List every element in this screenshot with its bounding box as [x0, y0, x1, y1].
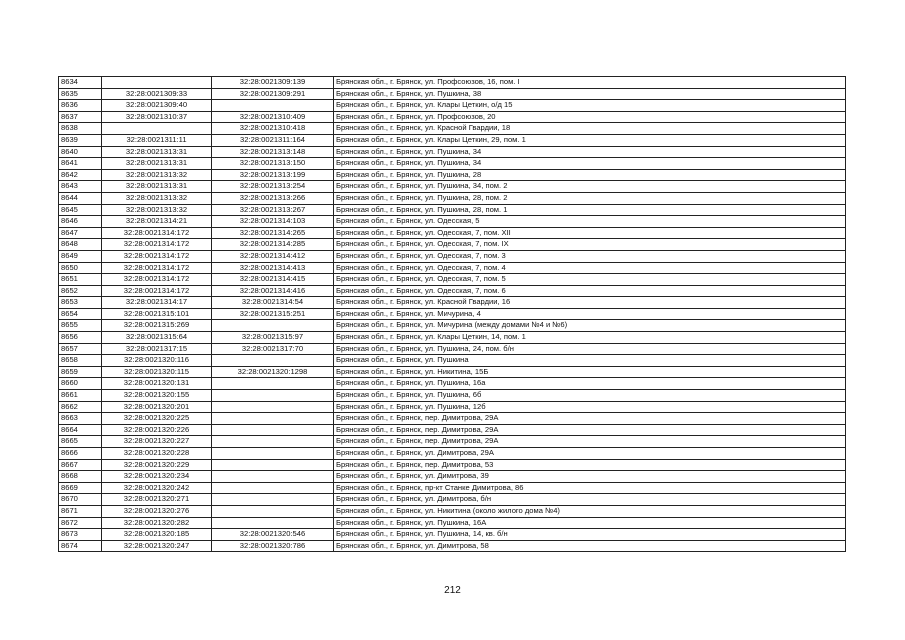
- row-number-cell: 8644: [59, 192, 102, 204]
- row-number-cell: 8643: [59, 181, 102, 193]
- address-cell: Брянская обл., г. Брянск, ул. Клары Цеткин, о/д 15: [334, 100, 846, 112]
- address-cell: Брянская обл., г. Брянск, пр-кт Станке Димитрова, 86: [334, 482, 846, 494]
- address-cell: Брянская обл., г. Брянск, ул. Красной Гвардии, 16: [334, 297, 846, 309]
- cadastral-number-cell: 32:28:0021315:101: [102, 308, 212, 320]
- cadastral-number-cell: 32:28:0021320:247: [102, 540, 212, 552]
- cadastral-number-cell: 32:28:0021314:172: [102, 239, 212, 251]
- table-row: [59, 285, 846, 297]
- cadastral-number-cell: 32:28:0021314:172: [102, 285, 212, 297]
- row-number-cell: 8658: [59, 355, 102, 367]
- address-cell: Брянская обл., г. Брянск, ул. Димитрова, 39: [334, 471, 846, 483]
- object-cadastral-number-cell: 32:28:0021314:416: [212, 285, 334, 297]
- object-cadastral-number-cell: 32:28:0021314:285: [212, 239, 334, 251]
- table-row: [59, 123, 846, 135]
- address-cell: Брянская обл., г. Брянск, ул. Профсоюзов, 16, пом. I: [334, 77, 846, 89]
- object-cadastral-number-cell: [212, 448, 334, 460]
- cadastral-number-cell: 32:28:0021320:115: [102, 366, 212, 378]
- object-cadastral-number-cell: [212, 505, 334, 517]
- cadastral-number-cell: 32:28:0021320:282: [102, 517, 212, 529]
- table-row: [59, 192, 846, 204]
- object-cadastral-number-cell: [212, 482, 334, 494]
- row-number-cell: 8657: [59, 343, 102, 355]
- address-cell: Брянская обл., г. Брянск, ул. Никитина, 15Б: [334, 366, 846, 378]
- address-cell: Брянская обл., г. Брянск, ул. Одесская, 7, пом. 5: [334, 274, 846, 286]
- row-number-cell: 8653: [59, 297, 102, 309]
- row-number-cell: 8651: [59, 274, 102, 286]
- row-number-cell: 8665: [59, 436, 102, 448]
- address-cell: Брянская обл., г. Брянск, ул. Пушкина, 16А: [334, 517, 846, 529]
- row-number-cell: 8635: [59, 88, 102, 100]
- row-number-cell: 8663: [59, 413, 102, 425]
- row-number-cell: 8648: [59, 239, 102, 251]
- cadastral-number-cell: 32:28:0021320:228: [102, 448, 212, 460]
- object-cadastral-number-cell: 32:28:0021310:418: [212, 123, 334, 135]
- address-cell: Брянская обл., г. Брянск, ул. Пушкина, 24, пом. б/н: [334, 343, 846, 355]
- object-cadastral-number-cell: 32:28:0021313:150: [212, 158, 334, 170]
- table-row: [59, 250, 846, 262]
- address-cell: Брянская обл., г. Брянск, ул. Одесская, 7, пом. IX: [334, 239, 846, 251]
- row-number-cell: 8660: [59, 378, 102, 390]
- cadastral-number-cell: 32:28:0021315:269: [102, 320, 212, 332]
- cadastral-number-cell: 32:28:0021313:32: [102, 192, 212, 204]
- table-row: [59, 274, 846, 286]
- object-cadastral-number-cell: 32:28:0021310:409: [212, 111, 334, 123]
- row-number-cell: 8641: [59, 158, 102, 170]
- table-row: [59, 227, 846, 239]
- table-row: [59, 146, 846, 158]
- address-cell: Брянская обл., г. Брянск, ул. Мичурина, 4: [334, 308, 846, 320]
- table-row: [59, 540, 846, 552]
- row-number-cell: 8649: [59, 250, 102, 262]
- address-cell: Брянская обл., г. Брянск, ул. Красной Гвардии, 18: [334, 123, 846, 135]
- cadastral-number-cell: 32:28:0021320:116: [102, 355, 212, 367]
- object-cadastral-number-cell: [212, 436, 334, 448]
- object-cadastral-number-cell: 32:28:0021314:54: [212, 297, 334, 309]
- cadastral-number-cell: 32:28:0021320:227: [102, 436, 212, 448]
- row-number-cell: 8664: [59, 424, 102, 436]
- object-cadastral-number-cell: 32:28:0021314:413: [212, 262, 334, 274]
- object-cadastral-number-cell: 32:28:0021320:786: [212, 540, 334, 552]
- object-cadastral-number-cell: 32:28:0021314:265: [212, 227, 334, 239]
- cadastral-number-cell: 32:28:0021320:242: [102, 482, 212, 494]
- table-row: [59, 471, 846, 483]
- cadastral-number-cell: 32:28:0021314:172: [102, 274, 212, 286]
- table-row: [59, 482, 846, 494]
- object-cadastral-number-cell: 32:28:0021309:291: [212, 88, 334, 100]
- address-cell: Брянская обл., г. Брянск, ул. Профсоюзов, 20: [334, 111, 846, 123]
- object-cadastral-number-cell: [212, 401, 334, 413]
- page-number: 212: [444, 585, 461, 596]
- address-cell: Брянская обл., г. Брянск, пер. Димитрова, 29А: [334, 413, 846, 425]
- table-row: [59, 401, 846, 413]
- cadastral-number-cell: 32:28:0021320:271: [102, 494, 212, 506]
- object-cadastral-number-cell: 32:28:0021320:1298: [212, 366, 334, 378]
- object-cadastral-number-cell: [212, 413, 334, 425]
- cadastral-number-cell: 32:28:0021314:172: [102, 262, 212, 274]
- row-number-cell: 8634: [59, 77, 102, 89]
- cadastral-number-cell: 32:28:0021320:225: [102, 413, 212, 425]
- row-number-cell: 8659: [59, 366, 102, 378]
- table-row: [59, 239, 846, 251]
- table-row: [59, 320, 846, 332]
- table-row: [59, 169, 846, 181]
- address-cell: Брянская обл., г. Брянск, ул. Пушкина, 34, пом. 2: [334, 181, 846, 193]
- table-row: [59, 88, 846, 100]
- address-cell: Брянская обл., г. Брянск, ул. Пушкина, 28, пом. 1: [334, 204, 846, 216]
- cadastral-number-cell: 32:28:0021314:21: [102, 216, 212, 228]
- cadastral-number-cell: 32:28:0021320:131: [102, 378, 212, 390]
- row-number-cell: 8666: [59, 448, 102, 460]
- object-cadastral-number-cell: 32:28:0021314:415: [212, 274, 334, 286]
- table-row: [59, 529, 846, 541]
- row-number-cell: 8639: [59, 134, 102, 146]
- address-cell: Брянская обл., г. Брянск, ул. Одесская, 5: [334, 216, 846, 228]
- address-cell: Брянская обл., г. Брянск, пер. Димитрова, 53: [334, 459, 846, 471]
- table-row: [59, 216, 846, 228]
- object-cadastral-number-cell: 32:28:0021314:103: [212, 216, 334, 228]
- cadastral-number-cell: [102, 123, 212, 135]
- address-cell: Брянская обл., г. Брянск, пер. Димитрова, 29А: [334, 424, 846, 436]
- address-cell: Брянская обл., г. Брянск, ул. Пушкина, 16а: [334, 378, 846, 390]
- address-cell: Брянская обл., г. Брянск, ул. Одесская, 7, пом. XII: [334, 227, 846, 239]
- address-cell: Брянская обл., г. Брянск, ул. Пушкина, 34: [334, 146, 846, 158]
- cadastral-number-cell: 32:28:0021320:155: [102, 390, 212, 402]
- address-cell: Брянская обл., г. Брянск, ул. Одесская, 7, пом. 3: [334, 250, 846, 262]
- row-number-cell: 8646: [59, 216, 102, 228]
- table-row: [59, 448, 846, 460]
- cadastral-number-cell: 32:28:0021309:40: [102, 100, 212, 112]
- table-row: [59, 158, 846, 170]
- row-number-cell: 8637: [59, 111, 102, 123]
- address-cell: Брянская обл., г. Брянск, ул. Димитрова, б/н: [334, 494, 846, 506]
- row-number-cell: 8645: [59, 204, 102, 216]
- registry-table-body: [59, 77, 846, 552]
- row-number-cell: 8667: [59, 459, 102, 471]
- object-cadastral-number-cell: 32:28:0021315:251: [212, 308, 334, 320]
- address-cell: Брянская обл., г. Брянск, ул. Пушкина, 38: [334, 88, 846, 100]
- object-cadastral-number-cell: [212, 355, 334, 367]
- cadastral-number-cell: 32:28:0021320:226: [102, 424, 212, 436]
- object-cadastral-number-cell: [212, 517, 334, 529]
- cadastral-number-cell: 32:28:0021311:11: [102, 134, 212, 146]
- row-number-cell: 8650: [59, 262, 102, 274]
- table-row: [59, 134, 846, 146]
- cadastral-number-cell: 32:28:0021320:185: [102, 529, 212, 541]
- table-row: [59, 517, 846, 529]
- cadastral-number-cell: 32:28:0021314:172: [102, 227, 212, 239]
- object-cadastral-number-cell: [212, 320, 334, 332]
- table-row: [59, 378, 846, 390]
- cadastral-number-cell: 32:28:0021320:234: [102, 471, 212, 483]
- cadastral-number-cell: 32:28:0021314:172: [102, 250, 212, 262]
- row-number-cell: 8638: [59, 123, 102, 135]
- object-cadastral-number-cell: 32:28:0021320:546: [212, 529, 334, 541]
- cadastral-number-cell: 32:28:0021313:32: [102, 169, 212, 181]
- table-row: [59, 366, 846, 378]
- object-cadastral-number-cell: [212, 494, 334, 506]
- table-row: [59, 436, 846, 448]
- object-cadastral-number-cell: 32:28:0021315:97: [212, 332, 334, 344]
- table-row: [59, 308, 846, 320]
- address-cell: Брянская обл., г. Брянск, ул. Пушкина, 34: [334, 158, 846, 170]
- address-cell: Брянская обл., г. Брянск, ул. Никитина (около жилого дома №4): [334, 505, 846, 517]
- object-cadastral-number-cell: [212, 459, 334, 471]
- address-cell: Брянская обл., г. Брянск, ул. Пушкина, 14, кв. б/н: [334, 529, 846, 541]
- table-row: [59, 262, 846, 274]
- row-number-cell: 8636: [59, 100, 102, 112]
- object-cadastral-number-cell: 32:28:0021311:164: [212, 134, 334, 146]
- object-cadastral-number-cell: 32:28:0021313:267: [212, 204, 334, 216]
- row-number-cell: 8654: [59, 308, 102, 320]
- row-number-cell: 8669: [59, 482, 102, 494]
- object-cadastral-number-cell: [212, 390, 334, 402]
- address-cell: Брянская обл., г. Брянск, ул. Пушкина, 28: [334, 169, 846, 181]
- table-row: [59, 100, 846, 112]
- cadastral-number-cell: 32:28:0021320:276: [102, 505, 212, 517]
- cadastral-number-cell: 32:28:0021320:229: [102, 459, 212, 471]
- address-cell: Брянская обл., г. Брянск, ул. Пушкина, 6б: [334, 390, 846, 402]
- object-cadastral-number-cell: 32:28:0021313:148: [212, 146, 334, 158]
- cadastral-number-cell: 32:28:0021317:15: [102, 343, 212, 355]
- row-number-cell: 8661: [59, 390, 102, 402]
- row-number-cell: 8640: [59, 146, 102, 158]
- cadastral-number-cell: 32:28:0021314:17: [102, 297, 212, 309]
- row-number-cell: 8672: [59, 517, 102, 529]
- address-cell: Брянская обл., г. Брянск, ул. Пушкина: [334, 355, 846, 367]
- object-cadastral-number-cell: [212, 378, 334, 390]
- cadastral-number-cell: 32:28:0021313:32: [102, 204, 212, 216]
- row-number-cell: 8662: [59, 401, 102, 413]
- cadastral-number-cell: 32:28:0021309:33: [102, 88, 212, 100]
- object-cadastral-number-cell: 32:28:0021314:412: [212, 250, 334, 262]
- row-number-cell: 8671: [59, 505, 102, 517]
- table-row: [59, 332, 846, 344]
- table-row: [59, 505, 846, 517]
- row-number-cell: 8668: [59, 471, 102, 483]
- table-row: [59, 343, 846, 355]
- address-cell: Брянская обл., г. Брянск, ул. Клары Цеткин, 14, пом. 1: [334, 332, 846, 344]
- table-row: [59, 77, 846, 89]
- row-number-cell: 8673: [59, 529, 102, 541]
- cadastral-number-cell: 32:28:0021313:31: [102, 146, 212, 158]
- table-row: [59, 111, 846, 123]
- cadastral-number-cell: [102, 77, 212, 89]
- address-cell: Брянская обл., г. Брянск, пер. Димитрова, 29А: [334, 436, 846, 448]
- row-number-cell: 8647: [59, 227, 102, 239]
- address-cell: Брянская обл., г. Брянск, ул. Пушкина, 12б: [334, 401, 846, 413]
- address-cell: Брянская обл., г. Брянск, ул. Клары Цеткин, 29, пом. 1: [334, 134, 846, 146]
- row-number-cell: 8655: [59, 320, 102, 332]
- object-cadastral-number-cell: [212, 471, 334, 483]
- cadastral-number-cell: 32:28:0021320:201: [102, 401, 212, 413]
- object-cadastral-number-cell: 32:28:0021317:70: [212, 343, 334, 355]
- cadastral-number-cell: 32:28:0021310:37: [102, 111, 212, 123]
- address-cell: Брянская обл., г. Брянск, ул. Димитрова, 29А: [334, 448, 846, 460]
- object-cadastral-number-cell: 32:28:0021313:254: [212, 181, 334, 193]
- table-row: [59, 413, 846, 425]
- row-number-cell: 8652: [59, 285, 102, 297]
- table-row: [59, 355, 846, 367]
- address-cell: Брянская обл., г. Брянск, ул. Димитрова, 58: [334, 540, 846, 552]
- object-cadastral-number-cell: 32:28:0021309:139: [212, 77, 334, 89]
- row-number-cell: 8670: [59, 494, 102, 506]
- address-cell: Брянская обл., г. Брянск, ул. Одесская, 7, пом. 6: [334, 285, 846, 297]
- cadastral-number-cell: 32:28:0021315:64: [102, 332, 212, 344]
- address-cell: Брянская обл., г. Брянск, ул. Пушкина, 28, пом. 2: [334, 192, 846, 204]
- object-cadastral-number-cell: 32:28:0021313:266: [212, 192, 334, 204]
- cadastral-number-cell: 32:28:0021313:31: [102, 158, 212, 170]
- table-row: [59, 181, 846, 193]
- object-cadastral-number-cell: 32:28:0021313:199: [212, 169, 334, 181]
- table-row: [59, 204, 846, 216]
- object-cadastral-number-cell: [212, 100, 334, 112]
- cadastral-number-cell: 32:28:0021313:31: [102, 181, 212, 193]
- table-row: [59, 459, 846, 471]
- registry-table: [58, 76, 846, 552]
- address-cell: Брянская обл., г. Брянск, ул. Мичурина (между домами №4 и №6): [334, 320, 846, 332]
- table-row: [59, 297, 846, 309]
- table-row: [59, 424, 846, 436]
- table-row: [59, 390, 846, 402]
- row-number-cell: 8656: [59, 332, 102, 344]
- table-row: [59, 494, 846, 506]
- row-number-cell: 8642: [59, 169, 102, 181]
- object-cadastral-number-cell: [212, 424, 334, 436]
- address-cell: Брянская обл., г. Брянск, ул. Одесская, 7, пом. 4: [334, 262, 846, 274]
- row-number-cell: 8674: [59, 540, 102, 552]
